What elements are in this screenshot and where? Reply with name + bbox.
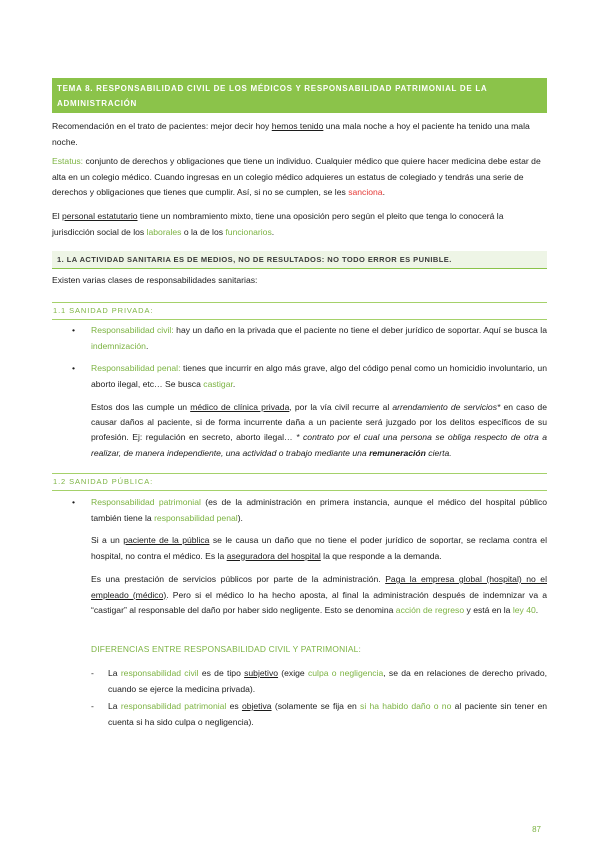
term-responsabilidad-patrimonial: Responsabilidad patrimonial: [91, 497, 201, 507]
page-number: 87: [532, 825, 541, 834]
term-culpa-negligencia: culpa o negligencia: [307, 668, 384, 678]
bullet-text: .: [232, 378, 236, 389]
term-estatus: Estatus:: [52, 156, 84, 166]
topic-title: TEMA 8. RESPONSABILIDAD CIVIL DE LOS MÉDICOS Y RESPONSABILIDAD PATRIMONIAL DE LA ADMINISTRACIÓN: [57, 84, 488, 108]
intro-paragraph: [52, 119, 547, 150]
dash-marker: -: [91, 701, 94, 711]
paragraph-text: se le causa un daño que no tiene el poder jurídico de soportar, se reclama contra el hospital, no contra el médico. Es la: [91, 535, 547, 561]
term-responsabilidad-penal: responsabilidad penal: [154, 512, 238, 523]
term-ley-40: ley 40: [512, 605, 536, 615]
bullet-item-patrimonial: [72, 495, 548, 526]
paragraph-text: Estos dos las cumple un: [91, 402, 191, 412]
term-accion-de-regreso: acción de regreso: [395, 605, 465, 615]
subsection-heading-publica: [52, 473, 547, 491]
paragraph-text: la que responde a la demanda.: [320, 550, 442, 561]
section-heading-1: [52, 251, 547, 269]
italic-term: arrendamiento de servicios*: [392, 402, 501, 412]
intro-sentence: Existen varias clases de responsabilidades sanitarias:: [52, 275, 258, 285]
section-heading-text: 1. LA ACTIVIDAD SANITARIA ES DE MEDIOS, NO DE RESULTADOS: NO TODO ERROR ES PUNIBLE.: [57, 255, 452, 264]
footnote-definition: cierta.: [425, 447, 452, 458]
subsection-heading-text: 1.1 SANIDAD PRIVADA:: [53, 306, 154, 315]
list-item-text: La: [108, 701, 121, 711]
intro-text: una mala noche a hoy el paciente ha tenido una mala noche.: [52, 121, 530, 147]
term-sanciona: sanciona: [348, 187, 383, 197]
list-item-text: (exige: [278, 668, 308, 678]
personal-text: o la de los: [181, 226, 226, 237]
bullet-item-penal: [72, 361, 547, 392]
term-responsabilidad-penal: Responsabilidad penal:: [91, 363, 181, 373]
underlined-phrase: paciente de la pública: [123, 535, 210, 545]
term-dano-o-no: si ha habido daño o no: [360, 701, 452, 711]
list-item-text: es: [226, 701, 242, 711]
bullet-marker: •: [72, 363, 76, 373]
dash-marker: -: [91, 668, 94, 678]
subsection-heading-privada: [52, 302, 547, 320]
estatus-text: .: [382, 187, 385, 197]
footnote-definition: * contrato por el cual una persona se obliga respecto de otra a realizar, de manera independiente, una actividad o trabajo mediante una: [91, 432, 548, 458]
underlined-phrase: Paga la empresa global (hospital) no el empleado (médico): [91, 574, 547, 600]
bullet-item-civil: [72, 323, 547, 354]
term-responsabilidad-civil: responsabilidad civil: [120, 668, 199, 678]
underlined-phrase: hemos tenido: [271, 121, 324, 131]
list-item-text: al paciente sin tener en cuenta si ha sido culpa o negligencia).: [108, 701, 548, 727]
prestacion-paragraph: [91, 572, 547, 619]
paragraph-text: y está en la: [464, 605, 513, 615]
subsection-heading-text: 1.2 SANIDAD PÚBLICA:: [53, 477, 154, 486]
term-responsabilidad-patrimonial: responsabilidad patrimonial: [120, 701, 227, 711]
personal-paragraph: [52, 209, 547, 240]
personal-text: tiene un nombramiento mixto, tiene una oposición pero según el pleito que tenga lo conocerá la jurisdicción social de los: [52, 211, 504, 237]
paragraph-text: . Pero si el médico lo ha hecho aposta, al final la administración después de indemnizar va a “castigar” al responsable del daño por haber sido negligente. Esto se denomina: [91, 589, 547, 615]
paragraph-text: Si a un: [91, 535, 124, 545]
bold-italic-term: remuneración: [369, 447, 426, 458]
bullet-text: .: [145, 340, 149, 351]
bullet-marker: •: [72, 497, 76, 507]
bullet-text: ).: [237, 512, 243, 523]
bullet-text: tienes que incurrir en algo más grave, algo del código penal como un homicidio involuntario, un aborto ilegal, etc… Se busca: [91, 363, 547, 389]
estatus-text: conjunto de derechos y obligaciones que tiene un individuo. Cualquier médico que quiere hacer medicina debe estar de alta en un colegio médico. Cuando ingresas en un colegio médico adquieres un estatus de colegiado y tendrás una serie de derechos y obligaciones que tienes que cumplir. Así, si no se cumplen, se les: [52, 156, 541, 197]
underlined-phrase: objetiva: [241, 701, 272, 711]
paragraph-text: en caso de causar daños al paciente, si de forma incurrente daña a un paciente será juzgado por los delitos específicos de su profesión. Ej: regulación en secreto, aborto ilegal…: [91, 402, 547, 443]
intro-text: Recomendación en el trato de pacientes: mejor decir hoy: [52, 121, 272, 131]
underlined-phrase: médico de clínica privada: [190, 402, 290, 412]
list-item-text: , se da en relaciones de derecho privado, cuando se ejerce la medicina privada).: [108, 668, 547, 694]
underlined-phrase: personal estatutario: [62, 211, 138, 221]
personal-text: El: [52, 211, 63, 221]
differences-heading: DIFERENCIAS ENTRE RESPONSABILIDAD CIVIL Y PATRIMONIAL:: [91, 644, 362, 654]
list-item-text: es de tipo: [198, 668, 245, 678]
term-castigar: castigar: [203, 378, 233, 389]
term-responsabilidad-civil: Responsabilidad civil:: [91, 325, 174, 335]
list-item: [91, 699, 548, 730]
term-indemnizacion: indemnización: [91, 340, 146, 351]
paragraph-text: , por la vía civil recurre al: [289, 402, 393, 412]
clinica-privada-paragraph: [91, 400, 547, 461]
list-item-text: La: [108, 668, 121, 678]
list-item: [91, 666, 547, 697]
bullet-marker: •: [72, 325, 76, 335]
term-laborales: laborales: [146, 226, 182, 237]
estatus-paragraph: [52, 154, 547, 201]
paragraph-text: .: [535, 605, 539, 615]
bullet-text: (es de la administración en primera instancia, aunque el médico del hospital público también tiene la: [91, 497, 548, 523]
term-funcionarios: funcionarios: [225, 226, 272, 237]
topic-title-banner: [52, 78, 547, 113]
bullet-text: hay un daño en la privada que el paciente no tiene el deber jurídico de soportar. Aquí se busca la: [173, 325, 547, 335]
list-item-text: (solamente se fija en: [271, 701, 361, 711]
personal-text: .: [271, 226, 275, 237]
underlined-phrase: aseguradora del hospital: [226, 550, 321, 561]
paciente-publica-paragraph: [91, 533, 547, 564]
paragraph-text: Es una prestación de servicios públicos por parte de la administración.: [91, 574, 386, 584]
underlined-phrase: subjetivo: [244, 668, 279, 678]
